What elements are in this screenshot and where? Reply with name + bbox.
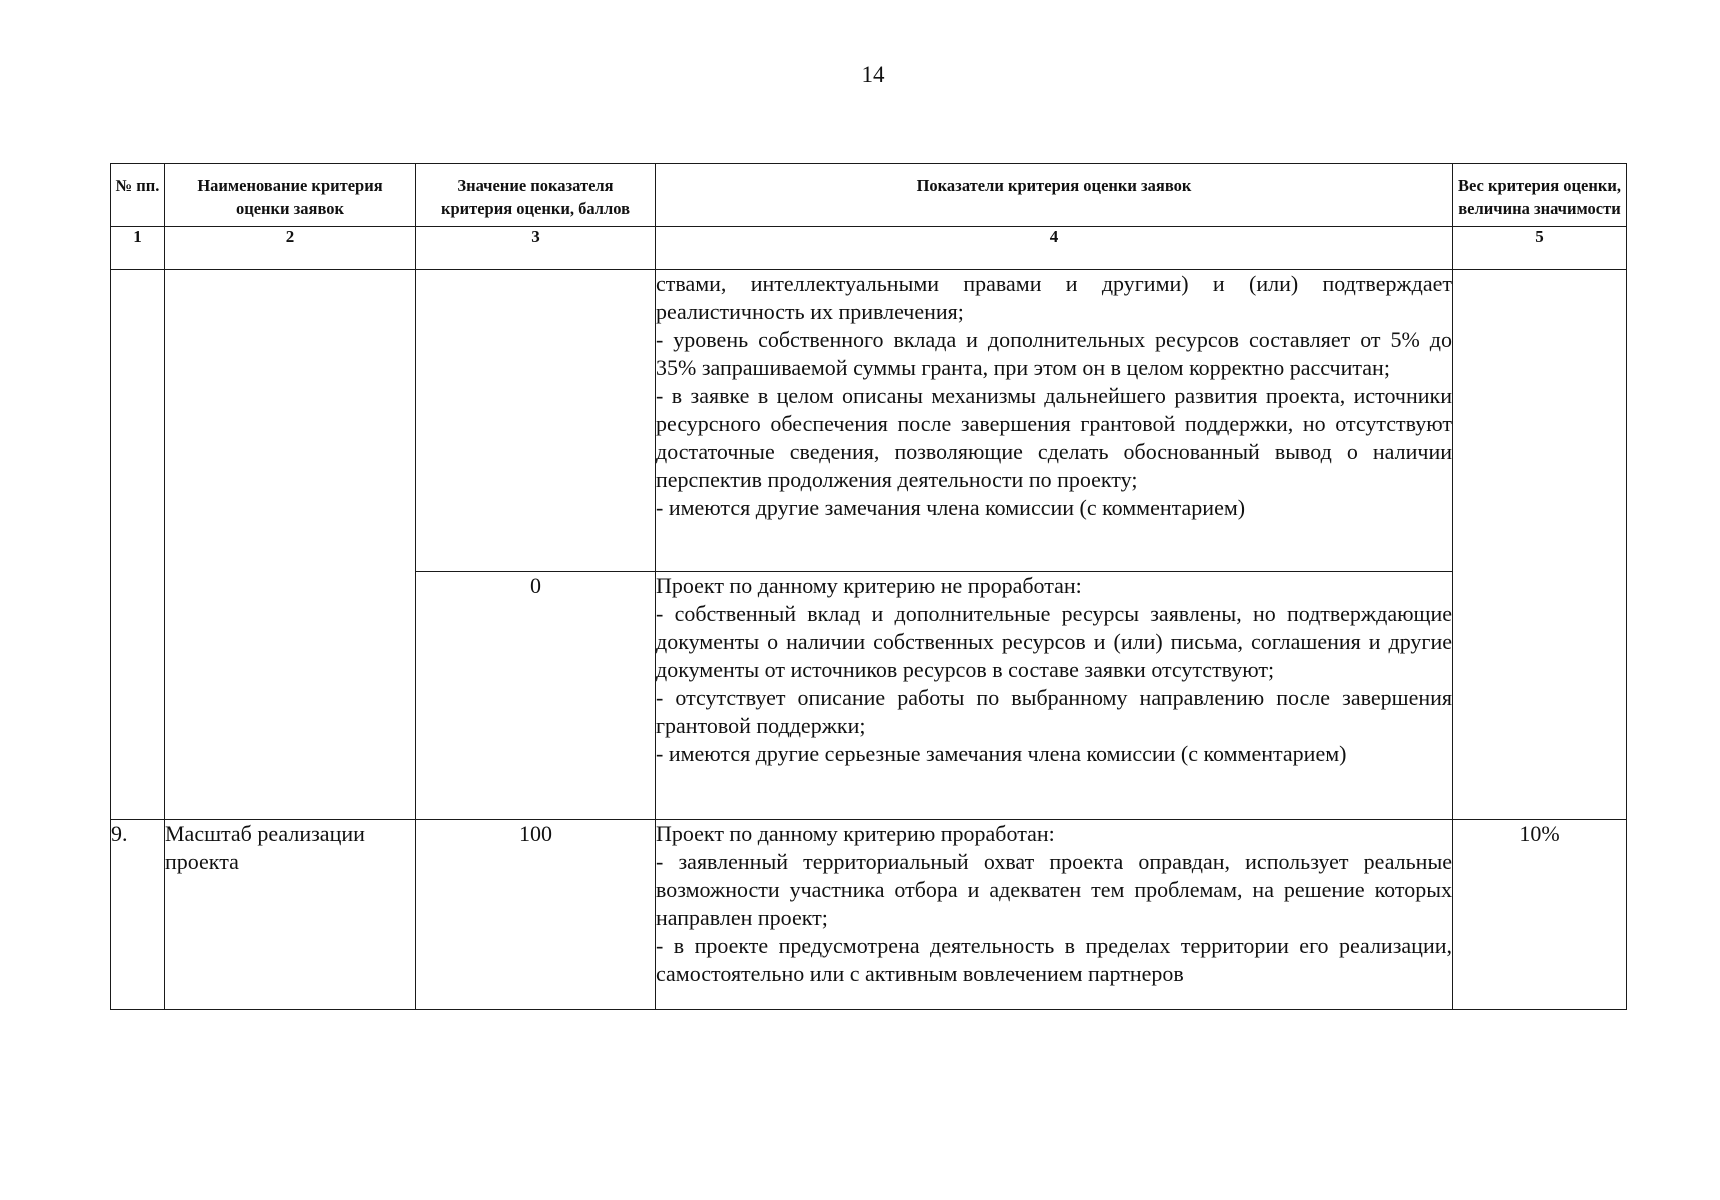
page-number: 14 [861,62,885,87]
header-indicators: Показатели критерия оценки заявок [656,164,1453,227]
indicator-line: - имеются другие замечания члена комиссии (с комментарием) [656,495,1246,520]
column-number: 4 [656,227,1453,270]
indicator-line: - заявленный территориальный охват проекта оправдан, использует реальные возможности участника отбора и адекватен тем проблемам, на решение которых направлен проект; [656,849,1452,930]
criteria-table [110,163,1627,1010]
indicators-cell [656,820,1453,1010]
indicator-line: Проект по данному критерию проработан: [656,821,1055,846]
indicator-line: - отсутствует описание работы по выбранному направлению после завершения грантовой поддержки; [656,685,1452,738]
column-number: 5 [1453,227,1627,270]
indicator-line: - уровень собственного вклада и дополнительных ресурсов составляет от 5% до 35% запрашиваемой суммы гранта, при этом он в целом корректно рассчитан; [656,327,1452,380]
indicator-line: - имеются другие серьезные замечания члена комиссии (с комментарием) [656,741,1347,766]
header-row [111,164,1627,227]
indicator-line: Проект по данному критерию не проработан: [656,573,1082,598]
column-number: 2 [165,227,416,270]
header-criterion-name: Наименование критерия оценки заявок [165,164,416,227]
criterion-name-cell [165,270,416,820]
score-cell [416,270,656,572]
indicators-cell [656,270,1453,572]
weight-cell: 10% [1453,820,1627,1010]
indicator-line: - в проекте предусмотрена деятельность в пределах территории его реализации, самостоятельно или с активным вовлечением партнеров [656,933,1452,986]
header-score-value: Значение показателя критерия оценки, баллов [416,164,656,227]
table-row [111,820,1627,1010]
number-cell [111,270,165,820]
column-number: 3 [416,227,656,270]
criterion-name-cell: Масштаб реализации проекта [165,820,416,1010]
column-number-row [111,227,1627,270]
weight-cell [1453,270,1627,820]
indicator-line: - собственный вклад и дополнительные ресурсы заявлены, но подтверждающие документы о наличии собственных ресурсов и (или) письма, соглашения и другие документы от источников ресурсов в составе заявки отсутствуют; [656,601,1452,682]
table-row [111,270,1627,572]
number-cell: 9. [111,820,165,1010]
header-number: № пп. [111,164,165,227]
header-weight: Вес критерия оценки, величина значимости [1453,164,1627,227]
score-cell: 100 [416,820,656,1010]
column-number: 1 [111,227,165,270]
indicator-line: - в заявке в целом описаны механизмы дальнейшего развития проекта, источники ресурсного обеспечения после завершения грантовой поддержки, но отсутствуют достаточные сведения, позволяющие сделать обоснованный вывод о наличии перспектив продолжения деятельности по проекту; [656,383,1452,492]
score-cell: 0 [416,572,656,820]
indicators-cell [656,572,1453,820]
indicator-line: ствами, интеллектуальными правами и другими) и (или) подтверждает реалистичность их привлечения; [656,271,1452,324]
